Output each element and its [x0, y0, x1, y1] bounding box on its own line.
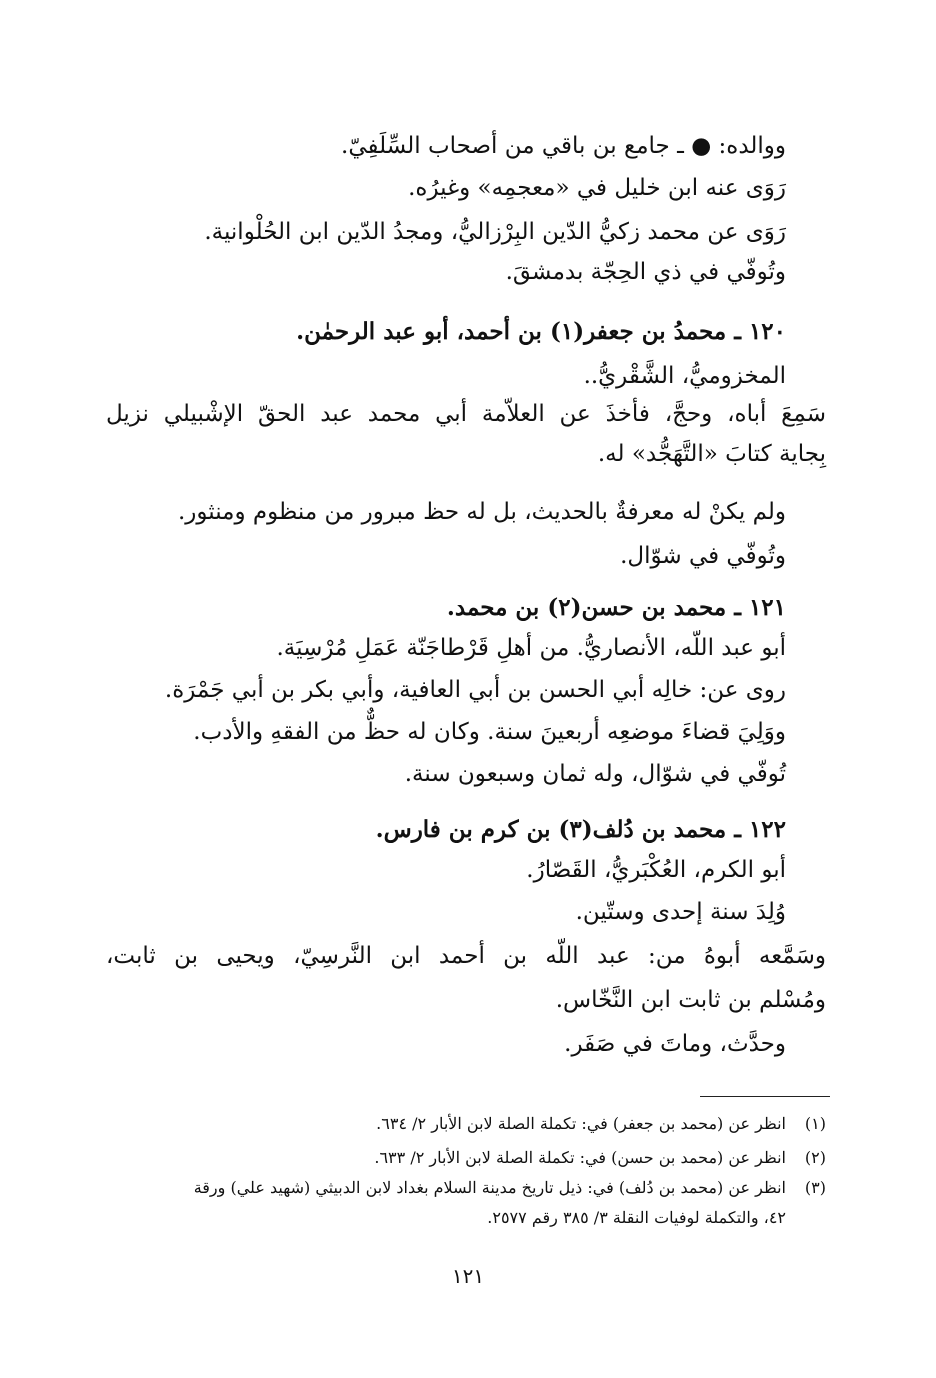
body-line: وُلِدَ سنة إحدى وستّين.	[575, 899, 786, 925]
body-line: رَوَى عن محمد زكيُّ الدّين البِرْزاليُّ، ومجدُ الدّين ابن الحُلْوانية.	[204, 219, 786, 245]
entry-heading: ١٢١ ـ محمد بن حسن(٢) بن محمد.	[446, 594, 786, 621]
footnote-line	[106, 1112, 826, 1136]
body-line: بِجاية كتابَ «التَّهَجُّد» له.	[597, 441, 826, 467]
body-line: وتُوفّي في شوّال.	[620, 543, 786, 569]
body-line: وحدَّث، وماتَ في صَفَر.	[564, 1031, 786, 1057]
entry-heading: ١٢٠ ـ محمدُ بن جعفر(١) بن أحمد، أبو عبد الرحمٰن.	[296, 318, 786, 345]
body-line: أبو عبد اللّه، الأنصاريُّ. من أهلِ قَرْطاجَنّة عَمَلِ مُرْسِيَة.	[276, 635, 786, 661]
body-line: ومُسْلم بن ثابت ابن النَّخّاس.	[555, 987, 826, 1013]
body-line: روى عن: خالِه أبي الحسن بن أبي العافية، وأبي بكر بن أبي جَمْرَة.	[164, 677, 786, 703]
footnote-text: انظر عن (محمد بن دُلف) في: ذيل تاريخ مدينة السلام بغداد لابن الدبيثي (شهيد علي) ورقة	[193, 1178, 786, 1197]
footnote-number: (٣)	[804, 1178, 826, 1197]
body-line: أبو الكرم، العُكْبَريُّ، القَصّارُ.	[526, 857, 786, 883]
footnote-line	[106, 1146, 826, 1170]
body-line: المخزوميُّ، الشَّقْريُّ..	[583, 363, 786, 389]
body-line: وتُوفّي في ذي الحِجّة بدمشقَ.	[505, 259, 786, 285]
footnote-text: ٤٢، والتكملة لوفيات النقلة ٣/ ٣٨٥ رقم ٢٥٧٧.	[487, 1208, 786, 1227]
footnote-separator	[700, 1096, 830, 1097]
footnote-line	[106, 1176, 826, 1200]
entry-heading: ١٢٢ ـ محمد بن دُلف(٣) بن كرم بن فارس.	[375, 816, 786, 843]
page-number: ١٢١	[451, 1264, 485, 1288]
footnote-text: انظر عن (محمد بن جعفر) في: تكملة الصلة لابن الأبار ٢/ ٦٣٤.	[376, 1114, 786, 1133]
body-line: تُوفّي في شوّال، وله ثمان وسبعون سنة.	[404, 761, 786, 787]
body-line: ووَلِيَ قضاءَ موضعِه أربعينَ سنة. وكان له حظٌّ من الفقهِ والأدب.	[193, 719, 786, 745]
footnote-number: (٢)	[804, 1148, 826, 1167]
body-line: رَوَى عنه ابن خليل في «معجمِه» وغيرُه.	[408, 175, 786, 201]
footnote-number: (١)	[804, 1114, 826, 1133]
body-line: ووالده: ● ـ جامع بن باقي من أصحاب السِّلَفِيّ.	[341, 133, 786, 159]
footnote-line	[106, 1206, 826, 1230]
body-line: سَمِعَ أباه، وحجَّ، فأخذَ عن العلاّمة أبي محمد عبد الحقّ الإشْبيلي نزيل	[106, 401, 826, 427]
body-line: وسَمَّعه أبوهُ من: عبد اللّه بن أحمد ابن النَّرسِيّ، ويحيى بن ثابت،	[106, 943, 826, 969]
body-line: ولم يكنْ له معرفةٌ بالحديث، بل له حظ مبرور من منظوم ومنثور.	[177, 499, 786, 525]
footnote-text: انظر عن (محمد بن حسن) في: تكملة الصلة لابن الأبار ٢/ ٦٣٣.	[374, 1148, 786, 1167]
